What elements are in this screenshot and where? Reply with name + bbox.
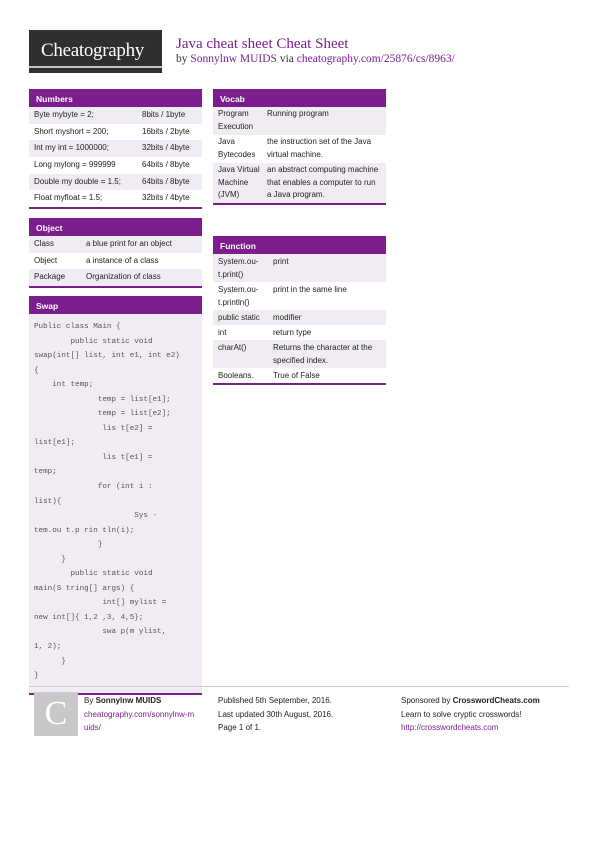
object-table: [29, 236, 202, 288]
table-row: [29, 236, 202, 253]
definition-cell: True of False: [273, 371, 320, 380]
table-row: [213, 325, 386, 340]
footer-author: [84, 694, 204, 735]
logo-text: Cheatography: [41, 40, 144, 61]
term-cell: public static: [218, 313, 260, 322]
vocab-section: [213, 89, 386, 205]
table-row: [29, 140, 202, 157]
function-heading: Function: [213, 236, 386, 254]
numbers-section: [29, 89, 202, 209]
table-row: [213, 340, 386, 368]
footer-author-link[interactable]: cheatography.com/sonnylnw-muids/: [84, 709, 195, 732]
definition-cell: 64bits / 8byte: [142, 160, 190, 170]
page-number: Page 1 of 1.: [218, 723, 262, 732]
sponsored-by-label: Sponsored by: [401, 696, 451, 705]
term-cell: Byte mybyte = 2;: [34, 110, 94, 119]
table-row: [213, 282, 386, 310]
definition-cell: an abstract computing machine that enables a computer to run a Java program.: [267, 164, 379, 200]
definition-cell: Organization of class: [86, 272, 161, 282]
definition-cell: modifier: [273, 313, 302, 322]
term-cell: Short myshort = 200;: [34, 126, 109, 136]
byline: [176, 53, 455, 65]
table-row: [29, 107, 202, 124]
footer-by: By: [84, 696, 94, 705]
term-cell: Java Virtual Machine (JVM): [218, 164, 260, 200]
footer-divider: [29, 686, 569, 687]
table-row: [213, 163, 386, 204]
page-title: Java cheat sheet Cheat Sheet: [176, 36, 349, 52]
definition-cell: print in the same line: [273, 285, 347, 294]
footer-dates: [218, 694, 388, 735]
function-table: [213, 254, 386, 385]
table-row: [29, 124, 202, 141]
term-cell: charAt(): [218, 343, 247, 352]
term-cell: System.ou-t.println(): [218, 285, 259, 307]
definition-cell: return type: [273, 328, 312, 337]
term-cell: Booleans.: [218, 371, 254, 380]
author-link[interactable]: Sonnylnw MUIDS: [190, 53, 277, 65]
updated-date: Last updated 30th August, 2016.: [218, 709, 334, 719]
table-row: [213, 107, 386, 135]
byline-by: by: [176, 53, 188, 65]
swap-code: Public class Main { public static void swap(int[] list, int e1, int e2) { int temp; temp = list[e1]; temp = list[e2]; lis t[e2] = list[e1]; lis t[e1] = temp; for (int i : list){ Sys - tem.ou t.p rin tln(i); } } public static void main(S tring[] args) { int[] mylist = new int[]{ 1,2 ,3, 4,5}; swa p(m ylist, 1, 2); } }: [34, 323, 180, 681]
table-row: [213, 254, 386, 282]
object-section: [29, 218, 202, 288]
definition-cell: 32bits / 4byte: [142, 193, 190, 203]
term-cell: int: [218, 328, 227, 337]
sponsor-name: CrosswordCheats.com: [452, 696, 540, 705]
definition-cell: 64bits / 8byte: [142, 176, 190, 186]
term-cell: Program Execution: [218, 109, 254, 131]
definition-cell: Running program: [267, 109, 329, 118]
definition-cell: 16bits / 2byte: [142, 126, 190, 136]
table-row: [29, 253, 202, 270]
definition-cell: a instance of a class: [86, 255, 159, 265]
numbers-table: [29, 107, 202, 209]
numbers-heading: Numbers: [29, 89, 202, 107]
object-heading: Object: [29, 218, 202, 236]
term-cell: Package: [34, 272, 66, 282]
definition-cell: 8bits / 1byte: [142, 110, 186, 119]
definition-cell: 32bits / 4byte: [142, 143, 190, 153]
published-date: Published 5th September, 2016.: [218, 696, 332, 705]
function-section: [213, 236, 386, 385]
table-row: [29, 174, 202, 191]
table-row: [213, 135, 386, 163]
term-cell: Float myfloat = 1.5;: [34, 193, 103, 203]
term-cell: Long mylong = 999999: [34, 160, 116, 170]
definition-cell: print: [273, 257, 289, 266]
logo-underline: [29, 66, 162, 68]
sponsor-link[interactable]: http://crosswordcheats.com: [401, 723, 499, 732]
swap-code-block: [29, 314, 202, 695]
table-row: [29, 269, 202, 286]
table-row: [213, 310, 386, 325]
table-row: [213, 368, 386, 383]
term-cell: System.ou-t.print(): [218, 257, 259, 279]
definition-cell: Returns the character at the specified index.: [273, 343, 373, 365]
cheatography-logo[interactable]: [29, 30, 162, 73]
definition-cell: the instruction set of the Java virtual machine.: [267, 136, 372, 159]
term-cell: Class: [34, 239, 55, 248]
vocab-table: [213, 107, 386, 205]
definition-cell: a blue print for an object: [86, 239, 172, 248]
term-cell: Object: [34, 255, 58, 265]
sheet-url-link[interactable]: cheatography.com/25876/cs/8963/: [296, 53, 455, 65]
term-cell: Int my int = 1000000;: [34, 143, 109, 153]
byline-via: via: [279, 53, 294, 65]
footer-sponsor: [401, 694, 571, 735]
author-avatar[interactable]: C: [34, 692, 78, 736]
term-cell: Java Bytecodes: [218, 136, 256, 159]
term-cell: Double my double = 1.5;: [34, 176, 121, 186]
table-row: [29, 157, 202, 174]
table-row: [29, 190, 202, 207]
swap-heading: Swap: [29, 296, 202, 314]
sponsor-tagline: Learn to solve cryptic crosswords!: [401, 709, 522, 719]
vocab-heading: Vocab: [213, 89, 386, 107]
swap-section: [29, 296, 202, 695]
footer-author-name: Sonnylnw MUIDS: [95, 696, 162, 705]
